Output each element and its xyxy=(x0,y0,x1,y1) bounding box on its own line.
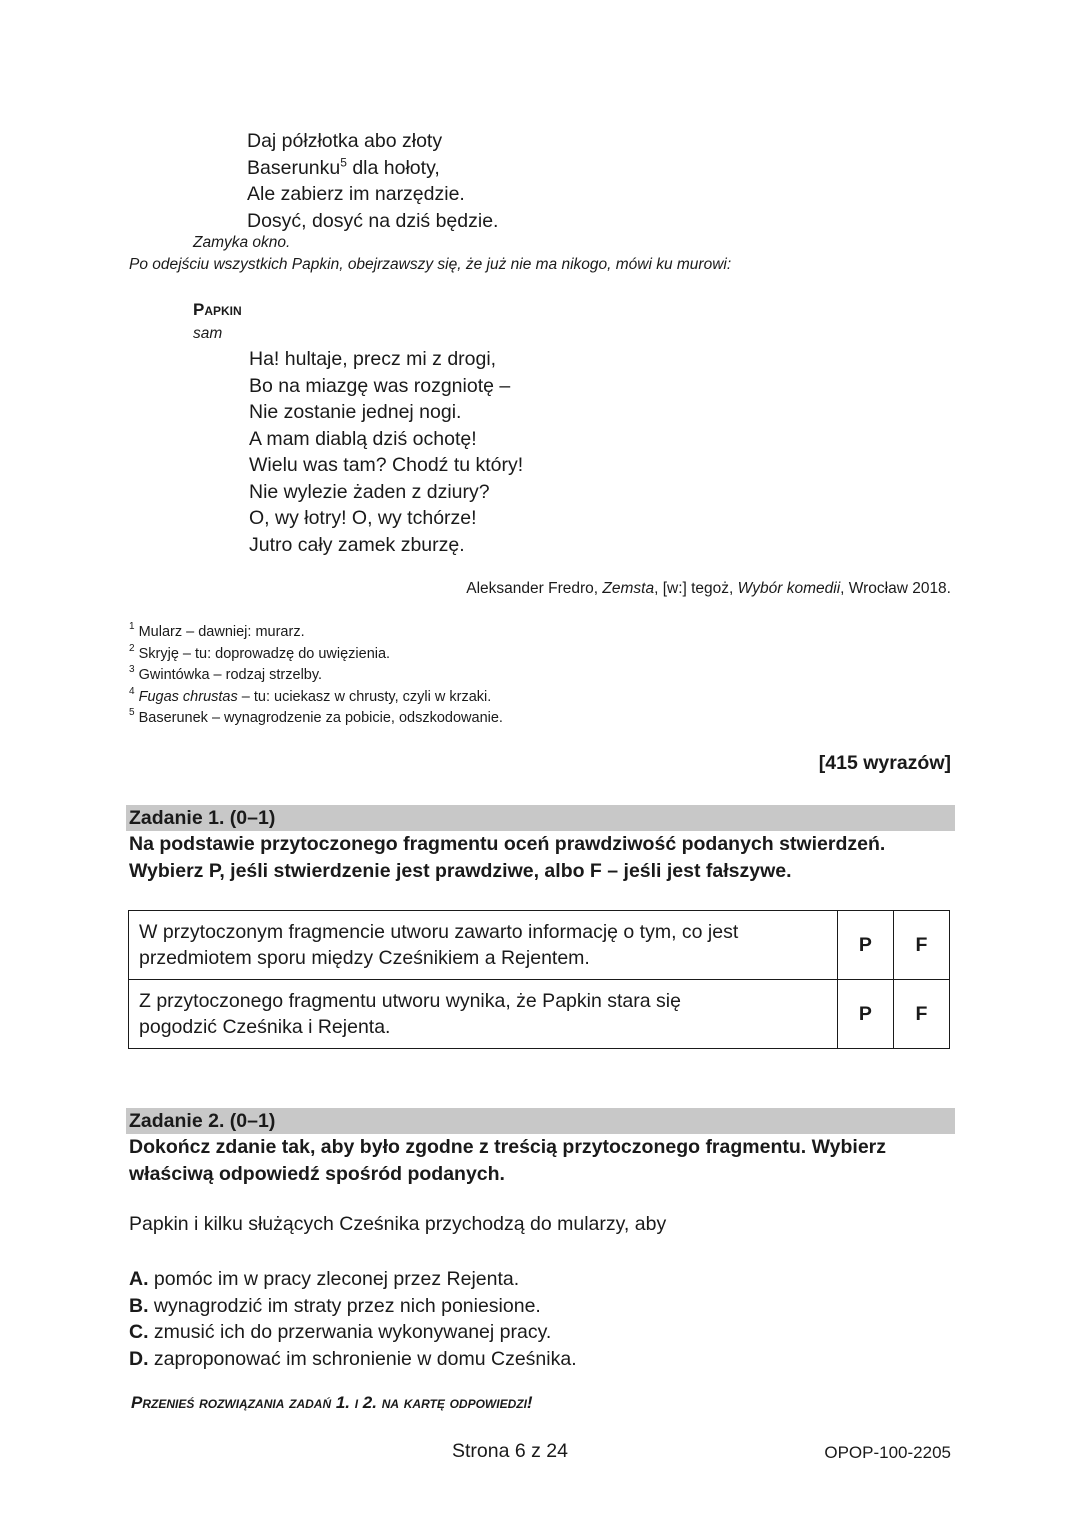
page-number: Strona 6 z 24 xyxy=(452,1440,568,1462)
source-citation: Aleksander Fredro, Zemsta, [w:] tegoż, Wybór komedii, Wrocław 2018. xyxy=(466,580,951,597)
task2-instruction: Dokończ zdanie tak, aby było zgodne z treścią przytoczonego fragmentu. Wybierz właściwą odpowiedź spośród podanych. xyxy=(129,1136,887,1185)
verse-line: Daj półzłotka abo złoty xyxy=(247,130,443,152)
statement-cell: W przytoczonym fragmencie utworu zawarto informację o tym, co jest przedmiotem sporu między Cześnikiem a Rejentem. xyxy=(129,911,838,980)
option-false-cell[interactable]: F xyxy=(893,911,949,980)
task1-header: Zadanie 1. (0–1) xyxy=(126,805,955,831)
exam-code: OPOP-100-2205 xyxy=(824,1443,951,1462)
verse-line: A mam diablą dziś ochotę! xyxy=(249,427,477,450)
option-false-cell[interactable]: F xyxy=(893,980,949,1049)
footnote: $^1$ Mularz – dawniej: murarz. xyxy=(129,621,305,640)
footnotes xyxy=(129,622,503,730)
speaker-note: sam xyxy=(193,325,223,342)
footnote: $^2$ Skryję – tu: doprowadzę do uwięzienia. xyxy=(129,642,391,662)
stage-direction-after-exit: Po odejściu wszystkich Papkin, obejrzawszy się, że już nie ma nikogo, mówi ku murowi: xyxy=(129,256,732,273)
verse-line: Nie zostanie jednej nogi. xyxy=(249,401,462,423)
task2-header: Zadanie 2. (0–1) xyxy=(126,1108,955,1134)
verse-line: Baserunku$^5$ dla hołoty, xyxy=(247,155,440,179)
verse-line: Dosyć, dosyć na dziś będzie. xyxy=(247,209,499,232)
verse-line: Ale zabierz im narzędzie. xyxy=(247,183,465,205)
task1-instruction: Na podstawie przytoczonego fragmentu oceń prawdziwość podanych stwierdzeń. Wybierz P, jeśli stwierdzenie jest prawdziwe, albo F – jeśli jest fałszywe. xyxy=(129,833,886,882)
verse-top xyxy=(247,128,498,234)
answer-option-a[interactable]: A. pomóc im w pracy zleconej przez Rejenta. xyxy=(129,1268,520,1290)
verse-line: O, wy łotry! O, wy tchórze! xyxy=(249,507,477,529)
verse-line: Ha! hultaje, precz mi z drogi, xyxy=(249,348,497,370)
task2-stem: Papkin i kilku służących Cześnika przychodzą do mularzy, aby xyxy=(129,1213,667,1235)
verse-line: Nie wylezie żaden z dziury? xyxy=(249,480,490,503)
statement-cell: Z przytoczonego fragmentu utworu wynika, że Papkin stara się pogodzić Cześnika i Rejenta. xyxy=(129,980,838,1049)
footnote: $^3$ Gwintówka – rodzaj strzelby. xyxy=(129,664,323,683)
task2-options xyxy=(129,1266,577,1372)
speaker-name: Papkin xyxy=(193,300,242,319)
footnote: $^5$ Baserunek – wynagrodzenie za pobicie, odszkodowanie. xyxy=(129,707,503,726)
verse-line: Jutro cały zamek zburzę. xyxy=(249,533,465,556)
option-true-cell[interactable]: P xyxy=(837,911,893,980)
table-row xyxy=(129,980,950,1049)
verse-papkin xyxy=(249,346,523,558)
verse-line: Wielu was tam? Chodź tu który! xyxy=(249,454,524,476)
answer-option-b[interactable]: B. wynagrodzić im straty przez nich poniesione. xyxy=(129,1294,541,1317)
footnote: $^4$ Fugas chrustas – tu: uciekasz w chrusty, czyli w krzaki. xyxy=(129,685,492,705)
stage-direction-closes-window: Zamyka okno. xyxy=(193,234,291,251)
answer-option-c[interactable]: C. zmusić ich do przerwania wykonywanej pracy. xyxy=(129,1321,552,1343)
answer-option-d[interactable]: D. zaproponować im schronienie w domu Cześnika. xyxy=(129,1347,577,1370)
footnote-ref: 5 xyxy=(340,155,347,169)
option-true-cell[interactable]: P xyxy=(837,980,893,1049)
word-count: [415 wyrazów] xyxy=(818,752,951,774)
transfer-note: Przenieś rozwiązania zadań 1. i 2. na kartę odpowiedzi! xyxy=(131,1393,533,1412)
true-false-table xyxy=(128,910,950,1049)
verse-line: Bo na miazgę was rozgniotę – xyxy=(249,374,511,397)
table-row xyxy=(129,911,950,980)
